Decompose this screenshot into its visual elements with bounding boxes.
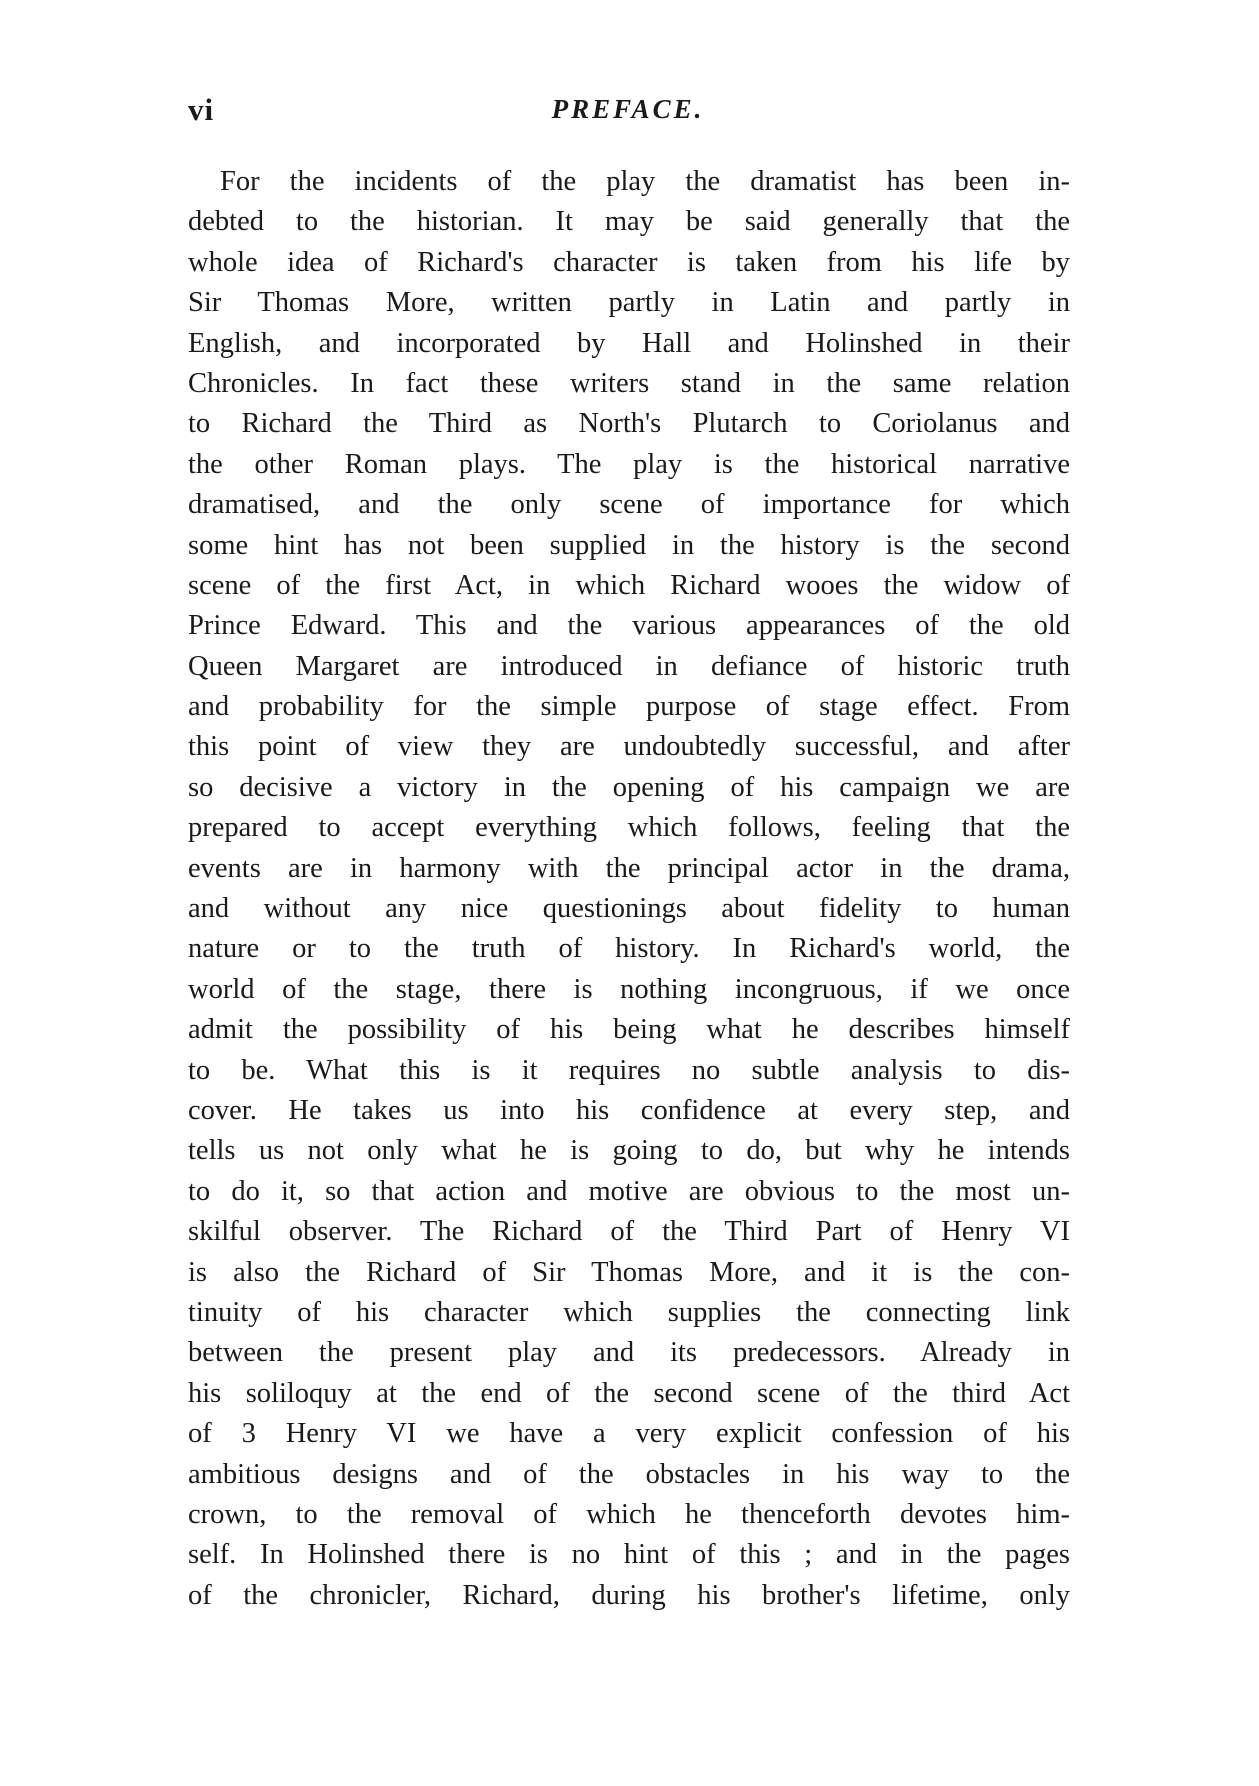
text-line: ambitious designs and of the obstacles in his way to the	[188, 1458, 1070, 1490]
text-line: is also the Richard of Sir Thomas More, and it is the con-	[188, 1256, 1070, 1288]
text-line: self. In Holinshed there is no hint of this ; and in the pages	[188, 1539, 1070, 1571]
text-line: tells us not only what he is going to do, but why he intends	[188, 1135, 1070, 1167]
text-line: the other Roman plays. The play is the historical narrative	[188, 448, 1070, 480]
text-line: skilful observer. The Richard of the Third Part of Henry VI	[188, 1216, 1070, 1248]
text-line: debted to the historian. It may be said generally that the	[188, 206, 1070, 238]
text-line: to Richard the Third as North's Plutarch to Coriolanus and	[188, 408, 1070, 440]
text-line: whole idea of Richard's character is taken from his life by	[188, 246, 1070, 278]
text-line: admit the possibility of his being what he describes himself	[188, 1014, 1070, 1046]
text-line: scene of the first Act, in which Richard wooes the widow of	[188, 569, 1070, 601]
text-line: For the incidents of the play the dramatist has been in-	[220, 166, 1070, 197]
page-number: vi	[188, 92, 215, 127]
text-line: and without any nice questionings about fidelity to human	[188, 893, 1070, 925]
text-line: Prince Edward. This and the various appearances of the old	[188, 610, 1070, 642]
section-title: PREFACE.	[551, 94, 705, 124]
text-line: between the present play and its predecessors. Already in	[188, 1337, 1070, 1369]
text-line: to do it, so that action and motive are obvious to the most un-	[188, 1175, 1070, 1207]
text-line: his soliloquy at the end of the second scene of the third Act	[188, 1377, 1070, 1409]
text-line: cover. He takes us into his confidence at every step, and	[188, 1094, 1070, 1126]
text-line: events are in harmony with the principal actor in the drama,	[188, 852, 1070, 884]
text-line: Chronicles. In fact these writers stand in the same relation	[188, 367, 1070, 399]
text-line: of the chronicler, Richard, during his brother's lifetime, only	[188, 1579, 1070, 1611]
text-line: to be. What this is it requires no subtle analysis to dis-	[188, 1054, 1070, 1086]
text-line: English, and incorporated by Hall and Holinshed in their	[188, 327, 1070, 359]
text-line: nature or to the truth of history. In Richard's world, the	[188, 933, 1070, 965]
text-line: world of the stage, there is nothing incongruous, if we once	[188, 973, 1070, 1005]
text-line: Sir Thomas More, written partly in Latin and partly in	[188, 287, 1070, 319]
running-head	[188, 92, 1068, 136]
text-line: dramatised, and the only scene of importance for which	[188, 489, 1070, 521]
text-line: tinuity of his character which supplies the connecting link	[188, 1296, 1070, 1328]
text-line: some hint has not been supplied in the history is the second	[188, 529, 1070, 561]
text-line: prepared to accept everything which follows, feeling that the	[188, 812, 1070, 844]
text-line: Queen Margaret are introduced in defiance of historic truth	[188, 650, 1070, 682]
preface-paragraph	[188, 162, 1070, 1616]
text-line: this point of view they are undoubtedly successful, and after	[188, 731, 1070, 763]
text-line: so decisive a victory in the opening of his campaign we are	[188, 771, 1070, 803]
text-line: crown, to the removal of which he thenceforth devotes him-	[188, 1498, 1070, 1530]
text-line: and probability for the simple purpose of stage effect. From	[188, 691, 1070, 723]
text-line: of 3 Henry VI we have a very explicit confession of his	[188, 1418, 1070, 1450]
